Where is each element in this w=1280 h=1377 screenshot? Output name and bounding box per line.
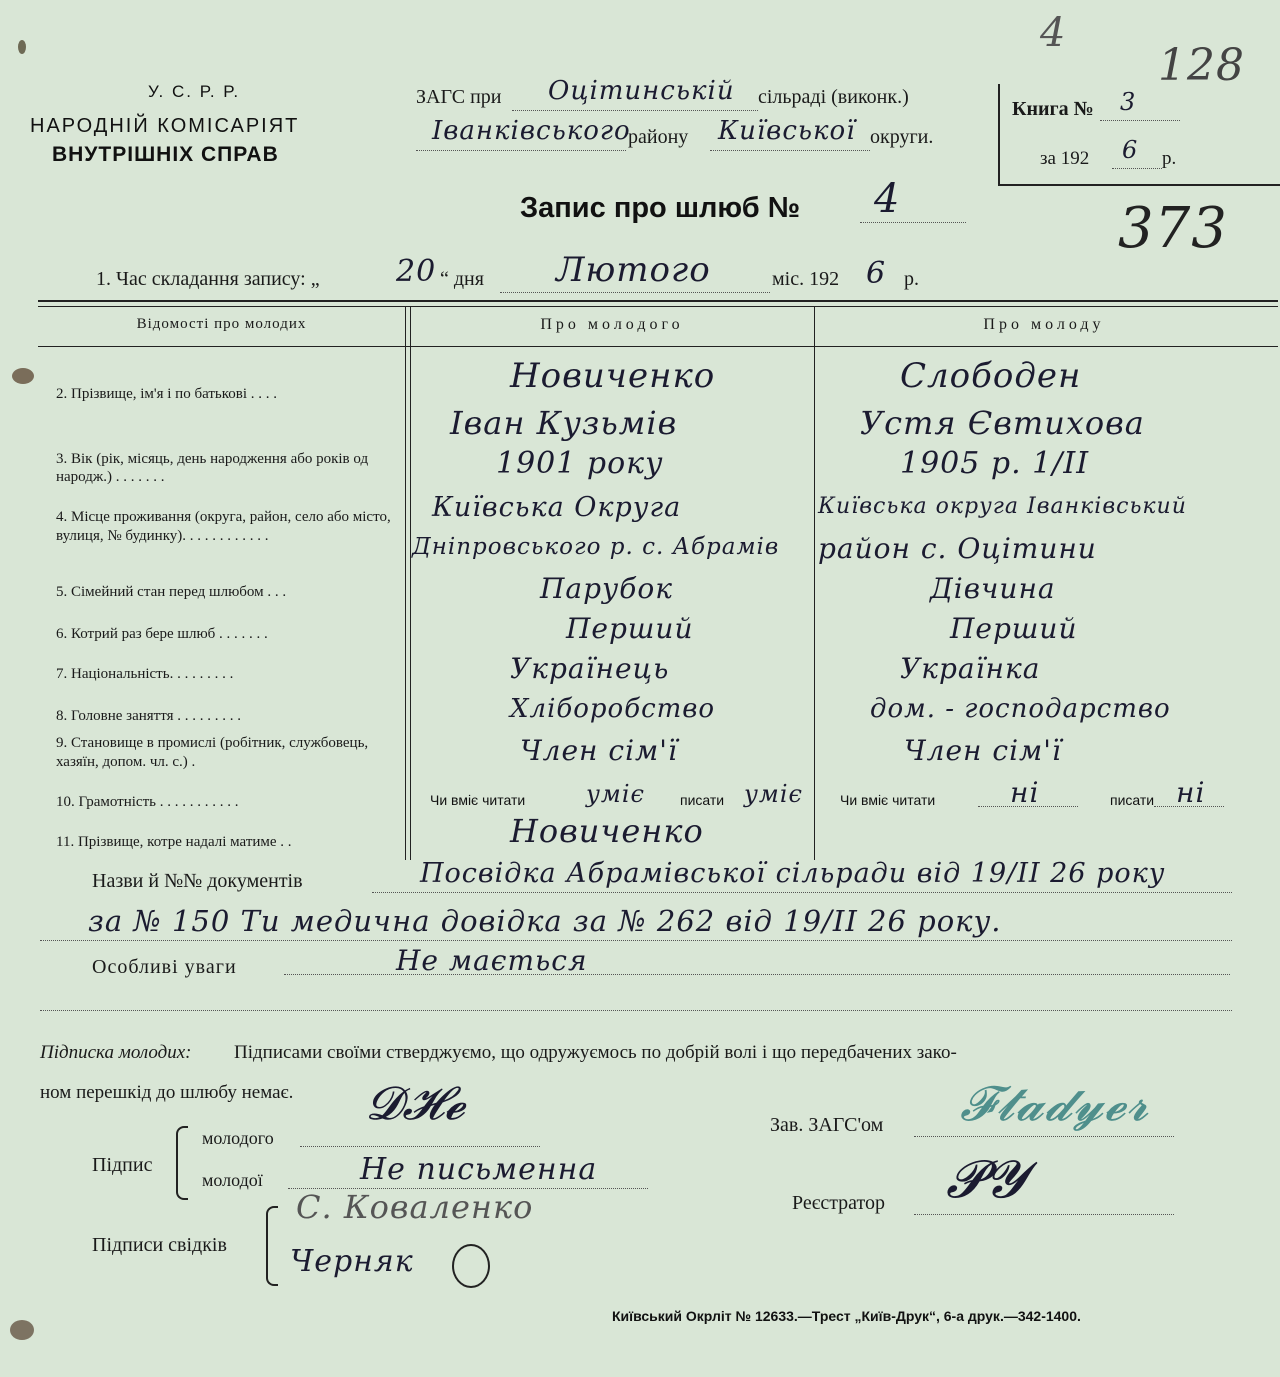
record-month-label: міс. 192 [772,268,840,290]
punch-hole [10,1320,34,1340]
remarks-label: Особливі уваги [92,956,237,978]
bride-residence-2: район с. Оцітини [818,532,1097,565]
bride-marital: Дівчина [930,572,1056,605]
signature-brace [176,1126,188,1200]
zags-council-hand: Оцітинській [548,76,735,106]
col-bride-header: Про молоду [983,316,1105,333]
book-year-suffix: р. [1162,148,1177,169]
groom-write: уміє [744,780,803,808]
groom-which-time: Перший [566,612,694,645]
record-number: 4 [874,176,901,222]
witnesses-label: Підписи свідків [92,1234,227,1256]
book-year-digit: 6 [1122,136,1139,164]
okruha-hand: Київської [718,116,856,146]
bride-age: 1905 р. 1/ІІ [900,446,1090,481]
book-label: Книга № [1012,98,1094,120]
row-label-residence: 4. Місце проживання (округа, район, село або місто, вулиця, № будинку). . . . . . . . . . . . [56,509,391,544]
okruha-label: округи. [870,126,934,148]
groom-residence-1: Київська Округа [432,492,682,523]
bride-signature-label: молодої [202,1170,263,1190]
row-label-literacy: 10. Грамотність . . . . . . . . . . . [56,794,239,810]
row-label-which-time: 6. Котрий раз бере шлюб . . . . . . . [56,626,268,642]
bride-given-names: Устя Євтихова [860,404,1145,442]
groom-nationality: Українець [510,652,670,685]
registrar-signature: 𝓟𝓨 [946,1150,1027,1210]
zags-suffix: сільраді (виконк.) [758,86,909,108]
groom-surname: Новиченко [510,356,716,396]
commissariat-line1: НАРОДНІЙ КОМІСАРІЯТ [30,115,300,137]
bride-read-label: Чи вміє читати [840,792,936,808]
documents-line1: Посвідка Абрамівської сільради від 19/ІІ 26 року [420,858,1166,889]
bride-write: ні [1176,776,1206,809]
row-label-age: 3. Вік (рік, місяць, день народження або років од народж.) . . . . . . . [56,451,369,485]
groom-marital: Парубок [540,572,673,605]
groom-signature-label: молодого [202,1128,274,1148]
groom-read-label: Чи вміє читати [430,792,526,808]
bride-status: Член сім'ї [904,734,1062,767]
witness-2-circle [452,1244,490,1288]
groom-occupation: Хліборобство [510,694,716,724]
bride-nationality: Українка [900,652,1041,685]
bride-read: ні [1010,776,1040,809]
row-label-marital: 5. Сімейний стан перед шлюбом . . . [56,584,287,600]
groom-residence-2: Дніпровського р. с. Абрамів [412,534,780,560]
zags-head-signature: 𝓕𝓽𝓪𝓭𝔂𝓮𝓻 [960,1076,1150,1132]
groom-signature: 𝓓𝓗𝓮 [366,1076,467,1130]
groom-read: уміє [586,780,645,808]
documents-line2: за № 150 Ти медична довідка за № 262 від 19/ІІ 26 року. [88,904,1002,938]
record-time-label: 1. Час складання запису: „ [96,268,320,290]
corner-mark-373: 373 [1118,196,1228,261]
remarks-value: Не мається [396,944,588,977]
bride-which-time: Перший [950,612,1078,645]
record-day: 20 [396,254,437,289]
documents-label: Назви й №№ документів [92,870,303,892]
pledge-label: Підписка молодих: [40,1042,192,1063]
groom-status: Член сім'ї [520,734,678,767]
record-day-label: “ дня [440,268,484,290]
row-label-occupation: 8. Головне заняття . . . . . . . . . [56,708,241,724]
future-surname: Новиченко [510,812,704,850]
ussr-label: У. С. Р. Р. [148,82,241,101]
record-year-suffix: р. [904,268,919,290]
row-label-name: 2. Прізвище, ім'я і по батькові . . . . [56,386,278,402]
zags-head-label: Зав. ЗАГС'ом [770,1114,884,1136]
groom-age: 1901 року [496,446,664,481]
witnesses-brace [266,1206,278,1286]
pledge-text-2: ном перешкід до шлюбу немає. [40,1082,294,1103]
book-number: 3 [1120,88,1137,116]
groom-given-names: Іван Кузьмів [450,404,678,442]
col-groom-header: Про молодого [540,316,684,333]
bride-write-label: писати [1110,792,1155,808]
record-year-digit: 6 [866,256,887,291]
witness-1-signature: С. Коваленко [296,1188,534,1226]
signature-label: Підпис [92,1154,153,1176]
zags-prefix: ЗАГС при [416,86,502,108]
raion-hand: Іванківського [432,116,631,146]
registrar-label: Реєстратор [792,1192,886,1214]
punch-hole [18,40,26,54]
raion-label: району [628,126,689,148]
book-year-prefix: за 192 [1040,148,1090,169]
bride-residence-1: Київська округа Іванківський [818,494,1187,519]
bride-signature-note: Не письменна [360,1152,598,1187]
row-label-nationality: 7. Національність. . . . . . . . . [56,666,234,682]
row-label-future-surname: 11. Прізвище, котре надалі матиме . . [56,834,292,850]
col-info-header: Відомості про молодих [136,316,307,332]
record-month: Лютого [556,250,711,290]
row-label-status: 9. Становище в промислі (робітник, службовець, хазяїн, допом. чл. с.) . [56,735,369,770]
record-title: Запис про шлюб № [520,192,801,224]
corner-mark-4: 4 [1040,10,1067,56]
corner-mark-128: 128 [1158,40,1245,91]
witness-2-signature: Черняк [290,1244,414,1279]
commissariat-line2: ВНУТРІШНІХ СПРАВ [52,143,279,166]
bride-surname: Слободен [900,356,1082,396]
groom-write-label: писати [680,792,725,808]
printer-imprint: Київський Окрліт № 12633.—Трест „Київ-Друк“, 6-а друк.—342-1400. [612,1308,1081,1324]
pledge-text-1: Підписами своїми стверджуємо, що одружуємось по добрій волі і що передбачених зако- [234,1042,957,1063]
bride-occupation: дом. - господарство [870,694,1171,724]
punch-hole [12,368,34,384]
